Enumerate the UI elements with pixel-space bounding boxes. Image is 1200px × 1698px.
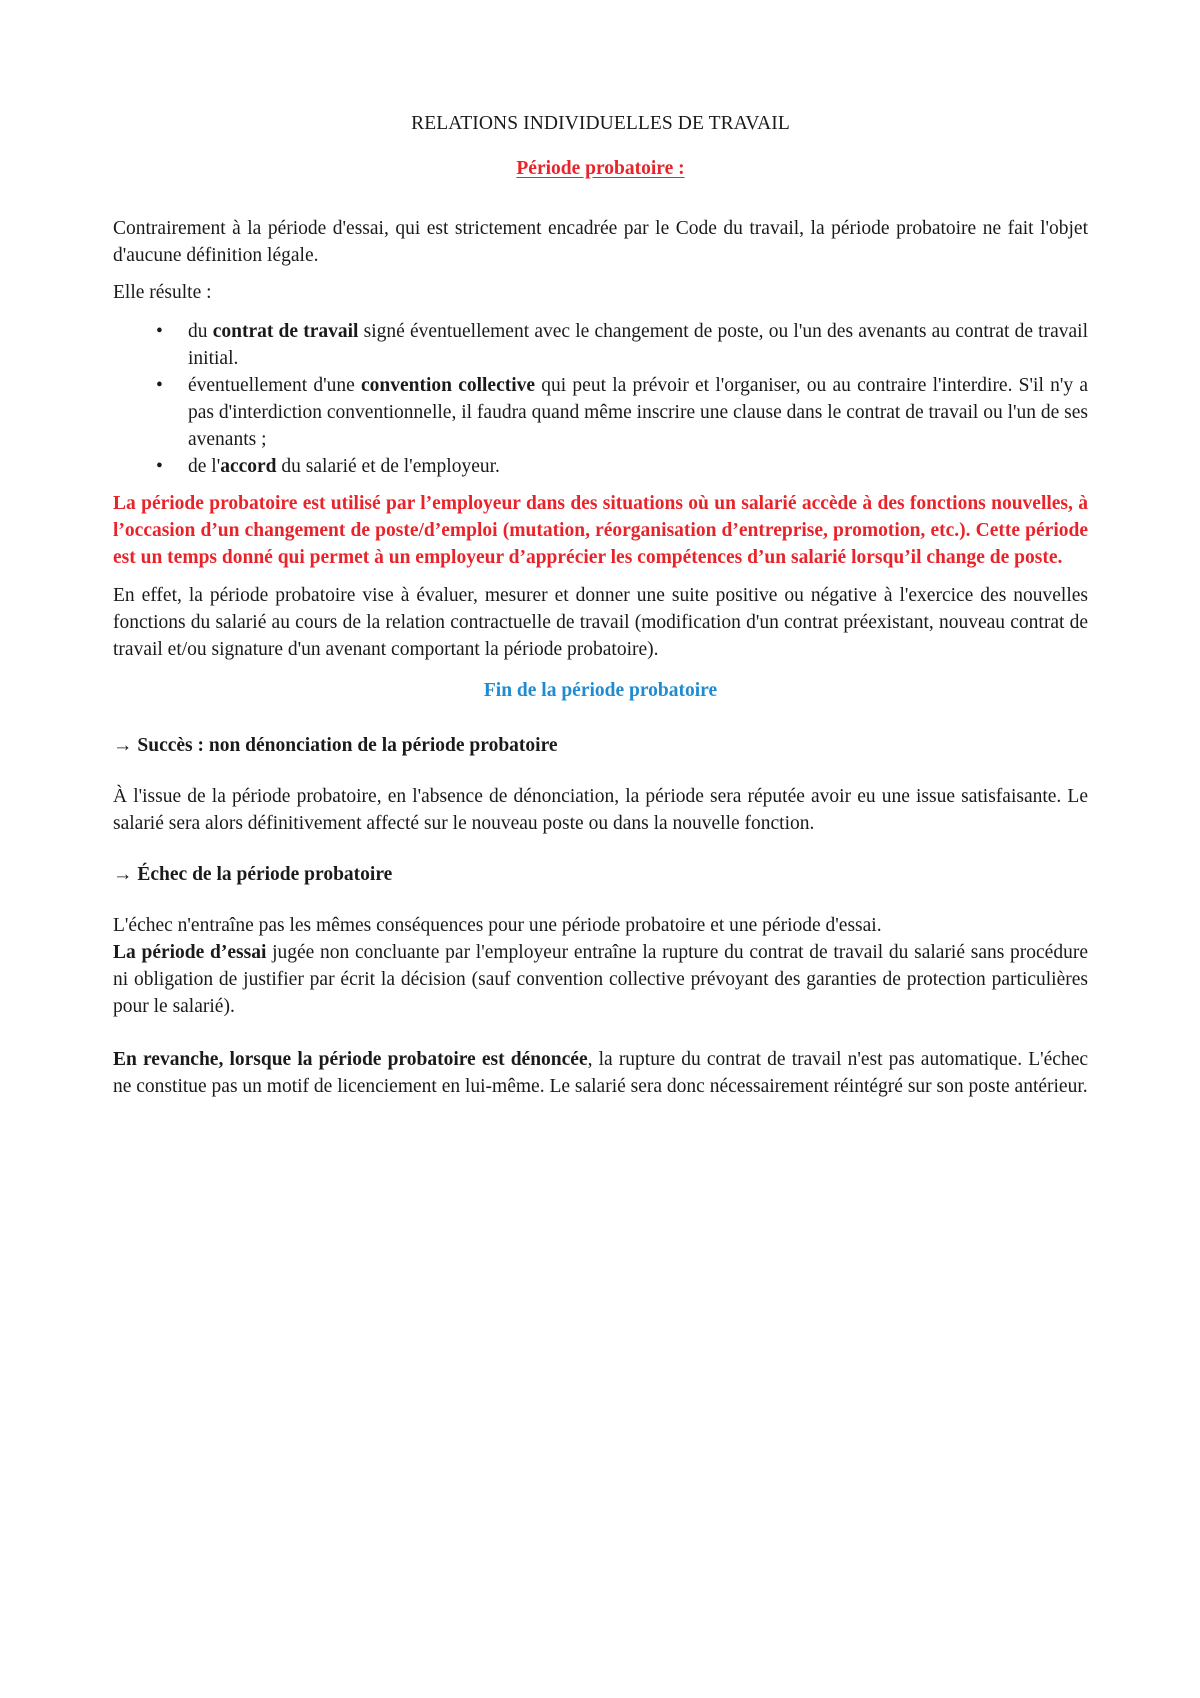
document-title: RELATIONS INDIVIDUELLES DE TRAVAIL [411,113,790,134]
list-item-suffix: signé éventuellement avec le changement de poste, ou l'un des avenants au contrat de travail initial. [188,321,1088,369]
effet-paragraph: En effet, la période probatoire vise à évaluer, mesurer et donner une suite positive ou négative à l'exercice des nouvelles fonctions du salarié au cours de la relation contractuelle de travail (modification d'un contrat préexistant, nouveau contrat de travail et/ou signature d'un avenant comportant la période probatoire). [113,585,1088,660]
failure-heading: → Échec de la période probatoire [113,864,393,885]
list-item [156,372,1088,453]
revanche-bold: En revanche, lorsque la période probatoire est dénoncée [113,1049,588,1070]
section-title: Fin de la période probatoire [483,680,718,701]
success-heading: → Succès : non dénonciation de la période probatoire [113,735,558,756]
list-item-bold: convention collective [360,375,536,396]
list-item-bold: contrat de travail [212,321,359,342]
failure-line: L'échec n'entraîne pas les mêmes conséquences pour une période probatoire et une période d'essai. [113,915,882,936]
bullet-icon: • [156,456,163,477]
list-item-suffix: du salarié et de l'employeur. [276,456,500,477]
document-page [113,110,1088,1100]
source-list [113,318,1088,480]
list-item-prefix: du [188,321,213,342]
list-item-prefix: éventuellement d'une [188,375,361,396]
highlight-paragraph: La période probatoire est utilisé par l’employeur dans des situations où un salarié accède à des fonctions nouvelles, à l’occasion d’un changement de poste/d’emploi (mutation, réorganisation d’entreprise, promotion, etc.). Cette période est un temps donné qui permet à un employeur d’apprécier les compétences d’un salarié lorsqu’il change de poste. [113,493,1088,568]
bullet-icon: • [156,375,163,396]
failure-paragraph [113,939,1088,1020]
success-paragraph: À l'issue de la période probatoire, en l'absence de dénonciation, la période sera réputée avoir eu une issue satisfaisante. Le salarié sera alors définitivement affecté sur le nouveau poste ou dans la nouvelle fonction. [113,786,1088,834]
failure-bold: La période d’essai [113,942,267,963]
intro-paragraph: Contrairement à la période d'essai, qui est strictement encadrée par le Code du travail, la période probatoire ne fait l'objet d'aucune définition légale. [113,218,1088,266]
document-subtitle: Période probatoire : [516,158,685,179]
list-item-prefix: de l' [188,456,221,477]
failure-rest: jugée non concluante par l'employeur entraîne la rupture du contrat de travail du salarié sans procédure ni obligation de justifier par écrit la décision (sauf convention collective prévoyant des garanties de protection particulières pour le salarié). [113,942,1088,1017]
lead-line: Elle résulte : [113,282,212,303]
list-item-suffix: qui peut la prévoir et l'organiser, ou au contraire l'interdire. S'il n'y a pas d'interdiction conventionnelle, il faudra quand même inscrire une clause dans le contrat de travail ou l'un de ses avenants ; [188,375,1088,450]
revanche-paragraph [113,1046,1088,1100]
bullet-icon: • [156,321,163,342]
list-item-bold: accord [220,456,277,477]
list-item [156,453,1088,480]
revanche-rest: , la rupture du contrat de travail n'est pas automatique. L'échec ne constitue pas un motif de licenciement en lui-même. Le salarié sera donc nécessairement réintégré sur son poste antérieur. [113,1049,1088,1097]
list-item [156,318,1088,372]
